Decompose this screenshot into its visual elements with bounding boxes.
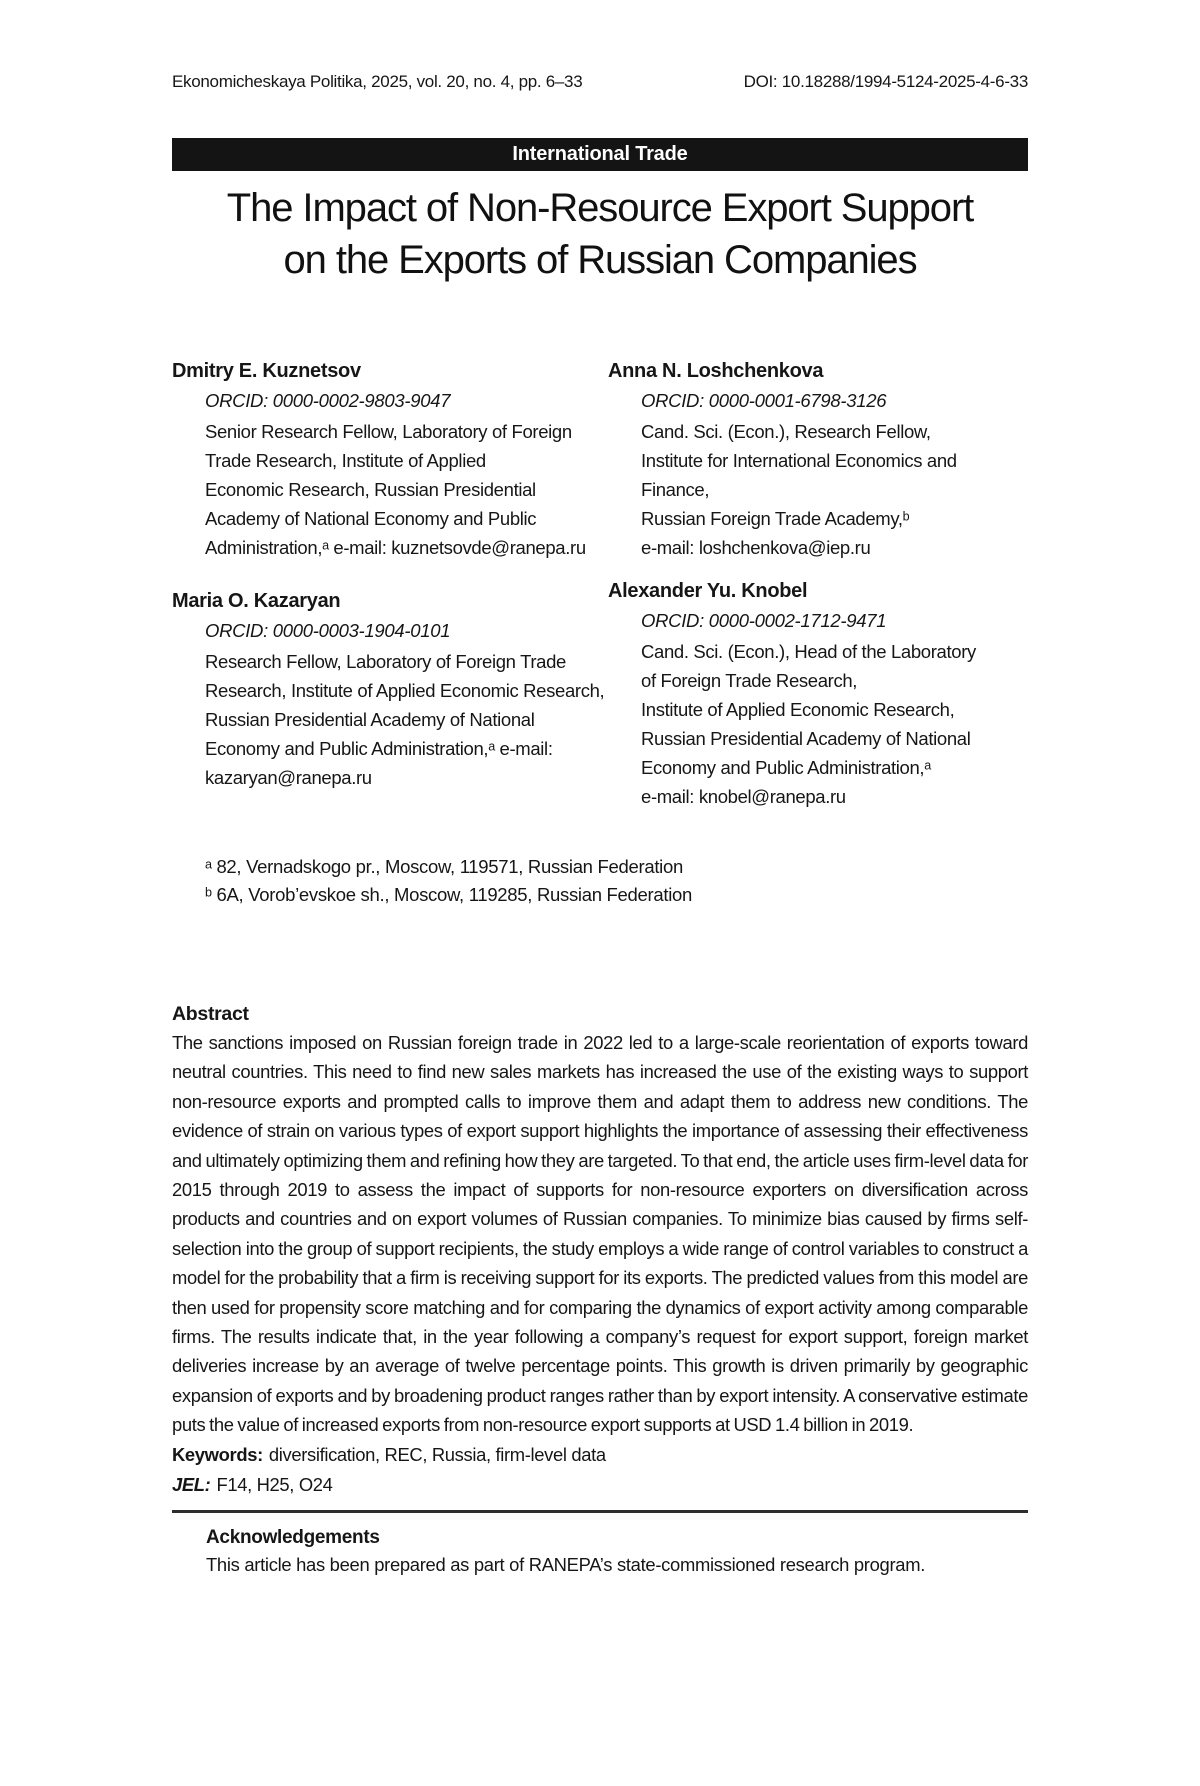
- author-orcid: ORCID: 0000-0003-1904-0101: [205, 620, 451, 641]
- author-name: Alexander Yu. Knobel: [608, 580, 808, 602]
- footnote-text: 6A, Vorob’evskoe sh., Moscow, 119285, Russian Federation: [216, 884, 692, 905]
- footnote-text: 82, Vernadskogo pr., Moscow, 119571, Russian Federation: [216, 856, 683, 877]
- footnote-a: [205, 853, 1028, 881]
- authors-column-left: [172, 358, 608, 837]
- author-block-kuznetsov: [172, 358, 608, 562]
- keywords-label: Keywords:: [172, 1443, 263, 1465]
- author-affiliation: Research Fellow, Laboratory of Foreign Trade Research, Institute of Applied Economic Research, Russian Presidential Academy of National Economy and Public Administration,ᵃ e-mail: kazaryan@ranepa.ru: [205, 651, 605, 788]
- author-orcid: ORCID: 0000-0002-9803-9047: [205, 390, 451, 411]
- author-block-kazaryan: [172, 588, 608, 792]
- authors-columns: [172, 358, 1028, 837]
- article-title-line-1: The Impact of Non-Resource Export Support: [226, 186, 974, 230]
- author-name: Dmitry E. Kuznetsov: [172, 360, 361, 382]
- footnote-marker: ᵃ: [205, 856, 212, 877]
- jel-line: [172, 1470, 1028, 1500]
- author-name: Anna N. Loshchenkova: [608, 360, 824, 382]
- acknowledgements-heading: Acknowledgements: [206, 1526, 380, 1548]
- abstract-section: [172, 1000, 1028, 1579]
- acknowledgements-section: [172, 1510, 1028, 1579]
- author-name: Maria O. Kazaryan: [172, 590, 341, 612]
- article-title: [172, 182, 1028, 286]
- doi-text: DOI: 10.18288/1994-5124-2025-4-6-33: [743, 72, 1028, 91]
- abstract-heading: Abstract: [172, 1003, 249, 1025]
- address-footnotes: [172, 853, 1028, 909]
- keywords-line: [172, 1440, 1028, 1470]
- abstract-text: The sanctions imposed on Russian foreign trade in 2022 led to a large-scale reorientation of exports toward neutral countries. This need to find new sales markets has increased the use of the existing ways to support non-resource exports and prompted calls to improve them and adapt them to address new conditions. The evidence of strain on various types of export support highlights the importance of assessing their effectiveness and ultimately optimizing them and refining how they are targeted. To that end, the article uses firm-level data for 2015 through 2019 to assess the impact of supports for non-resource exporters on diversification across products and countries and on export volumes of Russian companies. To minimize bias caused by firms self-selection into the group of support recipients, the study employs a wide range of control variables to construct a model for the probability that a firm is receiving support for its exports. The predicted values from this model are then used for propensity score matching and for comparing the dynamics of export activity among comparable firms. The results indicate that, in the year following a company’s request for export support, foreign market deliveries increase by an average of twelve percentage points. This growth is driven primarily by geographic expansion of exports and by broadening product ranges rather than by export intensity. A conservative estimate puts the value of increased exports from non-resource export supports at USD 1.4 billion in 2019.: [172, 1032, 1028, 1436]
- authors-column-right: [608, 358, 1028, 837]
- footnote-b: [205, 881, 1028, 909]
- author-orcid: ORCID: 0000-0002-1712-9471: [641, 610, 887, 631]
- acknowledgements-inner: [172, 1524, 1028, 1579]
- authors-section: [172, 358, 1028, 909]
- article-title-line-2: on the Exports of Russian Companies: [283, 238, 917, 282]
- journal-citation: Ekonomicheskaya Politika, 2025, vol. 20, no. 4, pp. 6–33: [172, 72, 583, 91]
- keywords-text: diversification, REC, Russia, firm-level data: [268, 1443, 606, 1465]
- footnote-marker: ᵇ: [205, 884, 212, 905]
- jel-label: JEL:: [172, 1473, 211, 1495]
- acknowledgements-text: This article has been prepared as part of RANEPA’s state-commissioned research program.: [206, 1553, 926, 1575]
- jel-text: F14, H25, O24: [216, 1473, 333, 1495]
- page-header: [172, 72, 1028, 92]
- author-block-knobel: [608, 578, 1028, 811]
- author-affiliation: Senior Research Fellow, Laboratory of Foreign Trade Research, Institute of Applied Economic Research, Russian Presidential Academy of National Economy and Public Administration,ᵃ e-mail: kuznetsovde@ranepa.ru: [205, 421, 586, 558]
- author-orcid: ORCID: 0000-0001-6798-3126: [641, 390, 887, 411]
- author-affiliation: Cand. Sci. (Econ.), Head of the Laboratory of Foreign Trade Research, Institute of Applied Economic Research, Russian Presidential Academy of National Economy and Public Administration,ᵃ e-mail: knobel@ranepa.ru: [641, 641, 976, 807]
- author-block-loshchenkova: [608, 358, 1028, 562]
- section-badge: International Trade: [172, 138, 1028, 171]
- author-affiliation: Cand. Sci. (Econ.), Research Fellow, Institute for International Economics and Finance, Russian Foreign Trade Academy,ᵇ e-mail: loshchenkova@iep.ru: [641, 421, 957, 558]
